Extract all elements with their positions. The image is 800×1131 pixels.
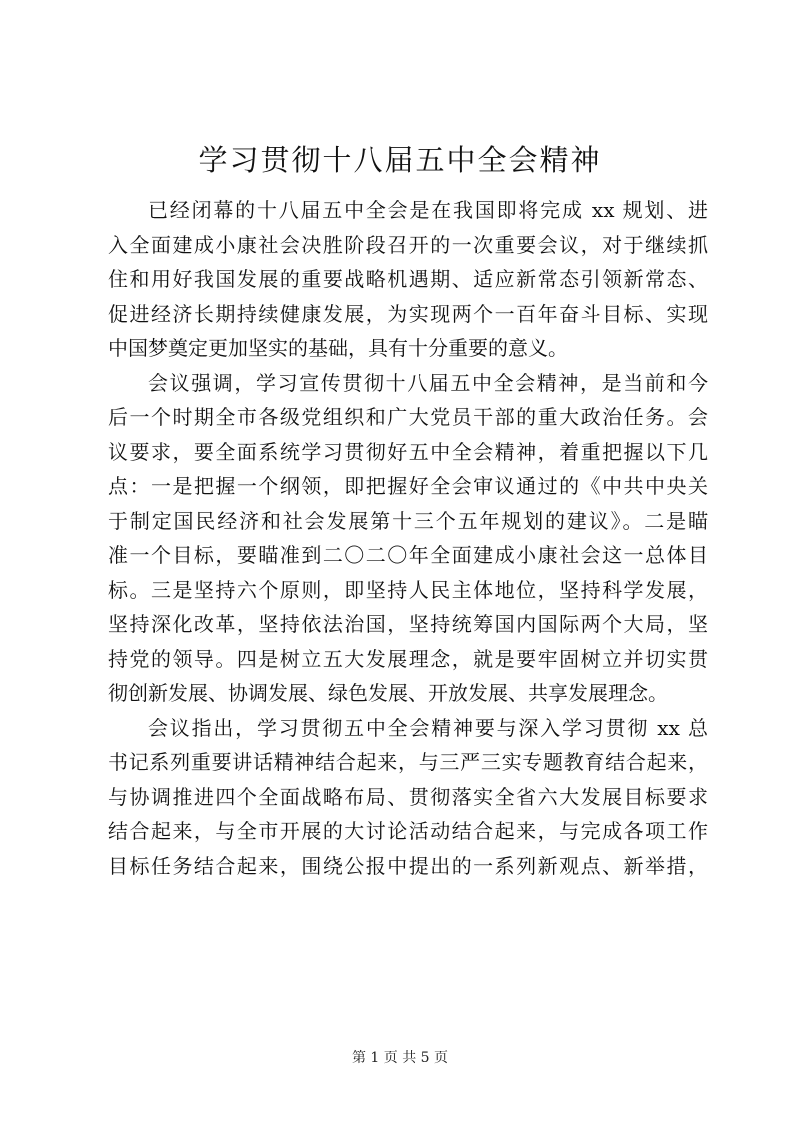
text-line: 已经闭幕的十八届五中全会是在我国即将完成 xx 规划、进 <box>148 198 708 222</box>
text-line: 准一个目标，要瞄准到二〇二〇年全面建成小康社会这一总体目 <box>108 543 708 567</box>
document-title: 学习贯彻十八届五中全会精神 <box>198 143 602 177</box>
text-line: 坚持深化改革，坚持依法治国，坚持统筹国内国际两个大局，坚 <box>108 612 708 636</box>
document-body <box>108 193 708 883</box>
page-number-indicator: 第 1 页 共 5 页 <box>351 1050 449 1066</box>
text-line: 议要求，要全面系统学习贯彻好五中全会精神，着重把握以下几 <box>108 439 708 464</box>
page-footer <box>0 1048 800 1068</box>
paragraph <box>108 711 708 884</box>
text-line: 于制定国民经济和社会发展第十三个五年规划的建议》。二是瞄 <box>108 508 708 533</box>
text-line: 彻创新发展、协调发展、绿色发展、开放发展、共享发展理念。 <box>108 681 668 705</box>
text-line: 中国梦奠定更加坚实的基础，具有十分重要的意义。 <box>108 336 568 360</box>
text-line: 与协调推进四个全面战略布局、贯彻落实全省六大发展目标要求 <box>108 784 708 809</box>
text-line: 标。三是坚持六个原则，即坚持人民主体地位，坚持科学发展， <box>108 577 708 602</box>
text-line: 促进经济长期持续健康发展，为实现两个一百年奋斗目标、实现 <box>108 301 708 326</box>
text-line: 住和用好我国发展的重要战略机遇期、适应新常态引领新常态、 <box>108 267 708 291</box>
text-line: 结合起来，与全市开展的大讨论活动结合起来，与完成各项工作 <box>108 819 708 843</box>
text-line: 目标任务结合起来，围绕公报中提出的一系列新观点、新举措， <box>108 853 708 878</box>
text-line: 会议强调，学习宣传贯彻十八届五中全会精神，是当前和今 <box>148 370 708 395</box>
text-line: 后一个时期全市各级党组织和广大党员干部的重大政治任务。会 <box>108 405 708 429</box>
paragraph <box>108 193 708 366</box>
text-line: 持党的领导。四是树立五大发展理念，就是要牢固树立并切实贯 <box>108 646 708 671</box>
text-line: 点：一是把握一个纲领，即把握好全会审议通过的《中共中央关 <box>108 474 708 498</box>
paragraph <box>108 366 708 711</box>
text-line: 会议指出，学习贯彻五中全会精神要与深入学习贯彻 xx 总 <box>148 715 708 740</box>
text-line: 书记系列重要讲话精神结合起来，与三严三实专题教育结合起来， <box>108 750 708 774</box>
text-line: 入全面建成小康社会决胜阶段召开的一次重要会议，对于继续抓 <box>108 232 708 257</box>
